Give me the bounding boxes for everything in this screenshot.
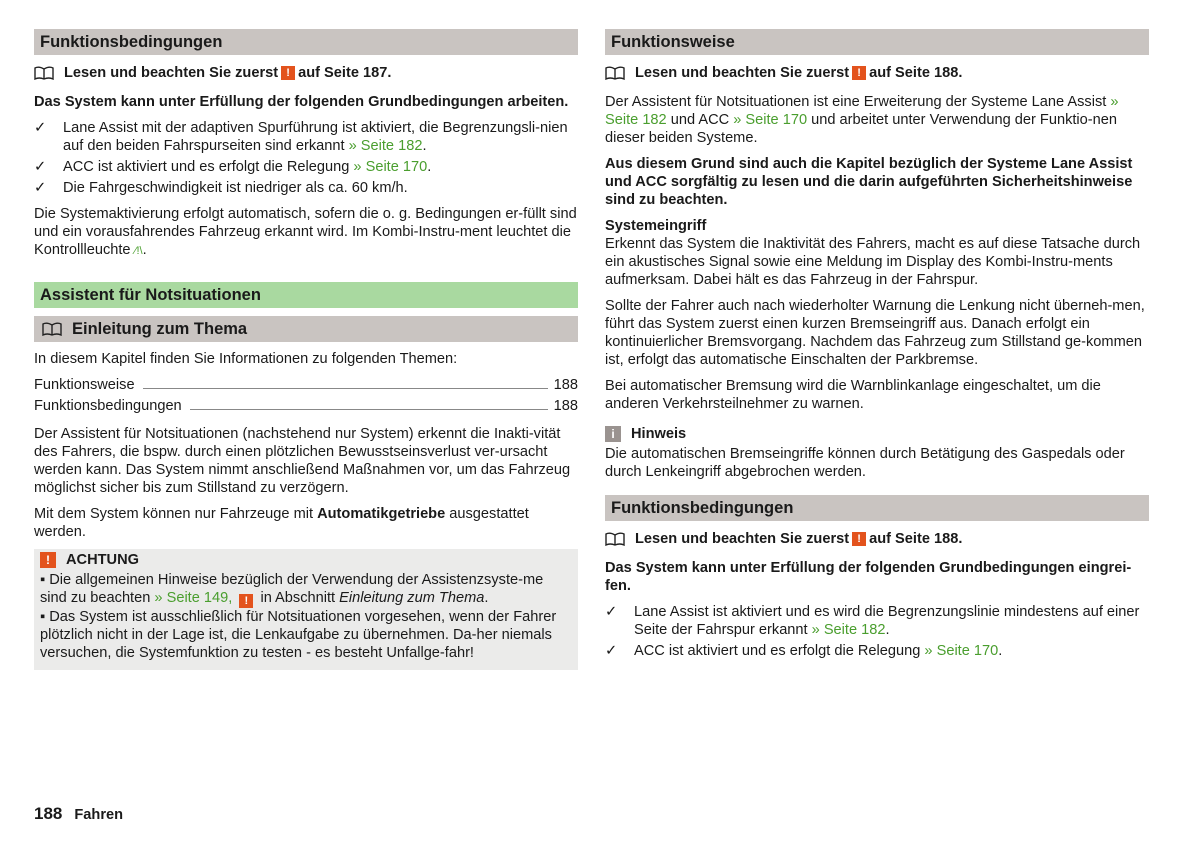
note-heading: i Hinweis <box>605 423 1149 445</box>
warning-icon: ! <box>239 594 253 608</box>
toc-entry[interactable]: Funktionsweise 188 <box>34 377 578 393</box>
system-description: Der Assistent für Notsituationen (nachstehend nur System) erkennt die Inakti-vität des Fahrers, die bspw. durch einen plötzlichen Bewusstseinsverlust ver-ursacht werden kann. Das System nimmt anschließend Maßnahmen vor, um das Fahrzeug möglichst sicher bis zum Stillstand zu verzögern. <box>34 426 571 496</box>
conditions-list <box>605 603 1149 660</box>
page-link[interactable]: » Seite 149, <box>154 590 233 606</box>
intervention-text: Erkennt das System die Inaktivität des Fahrers, macht es auf diese Tatsache durch ein akustisches Signal sowie eine Meldung im Display des Kombi-Instru-ments aufmerksam. Dabei hält es das Fahrzeug in der Fahrspur. <box>605 236 1141 288</box>
table-of-contents <box>34 376 578 415</box>
warning-bullet: ▪ Die allgemeinen Hinweise bezüglich der Verwendung der Assistenzsyste-me sind zu beachten » Seite 149, ! in Abschnitt Einleitung zum Thema. <box>40 572 544 607</box>
book-icon <box>34 66 54 80</box>
page-footer <box>34 804 123 824</box>
list-item: ✓ ACC ist aktiviert und es erfolgt die Relegung » Seite 170. <box>605 643 1003 659</box>
page-number: 188 <box>34 804 63 823</box>
section-name: Fahren <box>74 807 124 823</box>
page-link[interactable]: » Seite 182 <box>811 622 886 638</box>
page-link[interactable]: » Seite 170 <box>733 112 808 128</box>
page-link[interactable]: » Seite 170 <box>924 643 999 659</box>
warning-bullet: ▪ Das System ist ausschließlich für Notsituationen vorgesehen, wenn der Fahrer plötzlich nicht in der Lage ist, die Lenkaufgabe zu übernehmen. Da-her niemals versuchen, die Systemfunktion zu testen - es besteht Unfallge-fahr! <box>40 609 557 661</box>
braking-text: Sollte der Fahrer auch nach wiederholter Warnung die Lenkung nicht überneh-men, führt das System zuerst einen kurzen Bremseingriff aus. Danach erfolgt ein kontinuierlicher Bremsvorgang. Nachdem das Fahrzeug zum Stillstand ge-kommen ist, erfolgt das automatische Einschalten der Parkbremse. <box>605 298 1145 368</box>
check-icon: ✓ <box>34 159 47 175</box>
warning-icon: ! <box>281 66 295 80</box>
check-icon: ✓ <box>605 643 618 659</box>
check-icon: ✓ <box>34 180 47 196</box>
check-icon: ✓ <box>34 120 47 136</box>
section-header-einleitung: Einleitung zum Thema <box>34 316 578 342</box>
info-icon: i <box>605 426 621 442</box>
page-link[interactable]: » Seite 182 <box>605 94 1119 128</box>
right-column <box>605 29 1149 668</box>
activation-text: Die Systemaktivierung erfolgt automatisch, sofern die o. g. Bedingungen er-füllt sind und ein vorausfahrendes Fahrzeug erkannt wird. Im Kombi-Instru-ment leuchtet die Kontrollleuchte ⁄!\. <box>34 206 577 258</box>
left-column <box>34 29 578 670</box>
conditions-intro: Das System kann unter Erfüllung der folgenden Grundbedingungen arbeiten. <box>34 94 569 110</box>
section-header-funktionsweise: Funktionsweise <box>605 29 1149 55</box>
conditions-list <box>34 119 578 197</box>
list-item: ✓ Die Fahrgeschwindigkeit ist niedriger als ca. 60 km/h. <box>34 180 408 196</box>
check-icon: ✓ <box>605 604 618 620</box>
page-link[interactable]: » Seite 182 <box>348 138 423 154</box>
warning-icon: ! <box>40 552 56 568</box>
safety-note: Aus diesem Grund sind auch die Kapitel bezüglich der Systeme Lane Assist und ACC sorgfältig zu lesen und die darin aufgeführten Sicherheitshinweise sind zu beachten. <box>605 156 1133 208</box>
subheading-systemeingriff: Systemeingriff <box>605 218 707 234</box>
warning-box: ! ACHTUNG ▪ Die allgemeinen Hinweise bezüglich der Verwendung der Assistenzsyste-me sind zu beachten » Seite 149, ! in Abschnitt Einleitung zum Thema. ▪ Das System ist ausschließlich für Notsituationen vorgesehen, wenn der Fahrer plötzlich nicht in der Lage ist, die Lenkaufgabe zu übernehmen. Da-her niemals versuchen, die Systemfunktion zu testen - es besteht Unfallge-fahr! <box>34 549 578 670</box>
section-header-funktionsbedingungen: Funktionsbedingungen <box>34 29 578 55</box>
hazard-lights-text: Bei automatischer Bremsung wird die Warnblinkanlage eingeschaltet, um die anderen Verkehrsteilnehmer zu warnen. <box>605 378 1101 412</box>
section-header-funktionsbedingungen: Funktionsbedingungen <box>605 495 1149 521</box>
list-item: ✓ Lane Assist mit der adaptiven Spurführung ist aktiviert, die Begrenzungsli-nien auf den beiden Fahrspurseiten sind erkannt » Seite 182. <box>34 120 568 154</box>
automatic-gearbox-note: Mit dem System können nur Fahrzeuge mit Automatikgetriebe ausgestattet werden. <box>34 506 529 540</box>
book-icon <box>42 322 62 336</box>
read-first-note: Lesen und beachten Sie zuerst ! auf Seite 187. <box>34 63 578 83</box>
toc-intro: In diesem Kapitel finden Sie Informationen zu folgenden Themen: <box>34 351 458 367</box>
read-first-note: Lesen und beachten Sie zuerst ! auf Seite 188. <box>605 529 1149 549</box>
conditions-intro: Das System kann unter Erfüllung der folgenden Grundbedingungen eingrei-fen. <box>605 560 1132 594</box>
read-first-note: Lesen und beachten Sie zuerst ! auf Seite 188. <box>605 63 1149 83</box>
page-link[interactable]: » Seite 170 <box>353 159 428 175</box>
list-item: ✓ Lane Assist ist aktiviert und es wird die Begrenzungslinie mindestens auf einer Seite der Fahrspur erkannt » Seite 182. <box>605 604 1140 638</box>
warning-lamp-icon: ⁄!\ <box>134 245 143 257</box>
toc-entry[interactable]: Funktionsbedingungen 188 <box>34 398 578 414</box>
warning-icon: ! <box>852 532 866 546</box>
list-item: ✓ ACC ist aktiviert und es erfolgt die Relegung » Seite 170. <box>34 159 432 175</box>
book-icon <box>605 532 625 546</box>
chapter-header: Assistent für Notsituationen <box>34 282 578 308</box>
warning-icon: ! <box>852 66 866 80</box>
extension-text: Der Assistent für Notsituationen ist eine Erweiterung der Systeme Lane Assist » Seite 182 und ACC » Seite 170 und arbeitet unter Verwendung der Funktio-nen dieser beiden Systeme. <box>605 94 1119 146</box>
note-text: Die automatischen Bremseingriffe können durch Betätigung des Gaspedals oder durch Lenkeingriff abgebrochen werden. <box>605 446 1125 480</box>
book-icon <box>605 66 625 80</box>
